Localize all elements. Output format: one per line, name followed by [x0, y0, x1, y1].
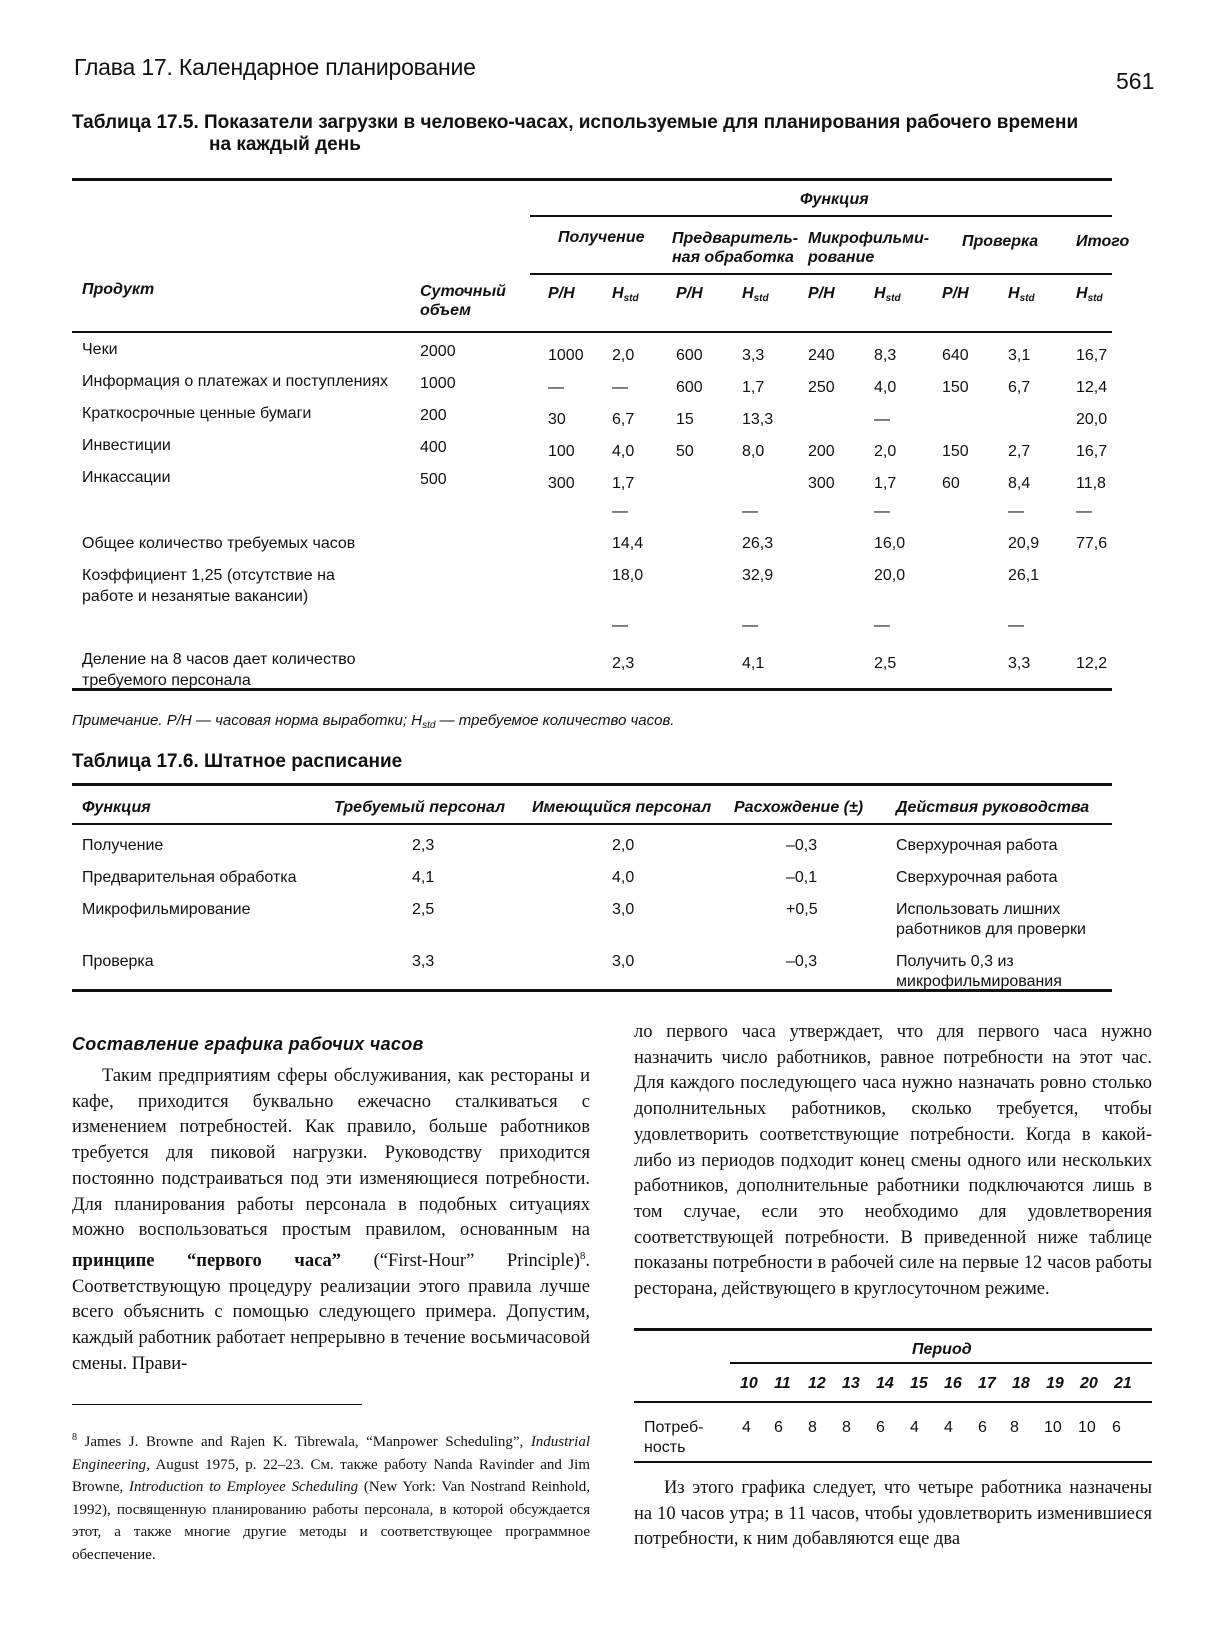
- table-cell: 8,0: [742, 443, 765, 460]
- coefficient-value: 32,9: [742, 567, 774, 584]
- table-cell: —: [612, 379, 628, 396]
- division-value: 2,3: [612, 655, 635, 672]
- table-17-5-title-line1: Таблица 17.5. Показатели загрузки в человеко-часах, используемые для планирования рабочего времени: [72, 112, 1079, 133]
- table2-action-1: Использовать лишних: [896, 901, 1061, 918]
- period-table-top-rule: [634, 1328, 1152, 1331]
- product-name: Краткосрочные ценные бумаги: [82, 405, 312, 422]
- table-cell: 2,7: [1008, 443, 1031, 460]
- separator-dash: —: [1076, 503, 1092, 520]
- division-label-2: требуемого персонала: [82, 672, 251, 689]
- volume-header-1: Суточный: [420, 283, 506, 300]
- table-cell: 12,4: [1076, 379, 1108, 396]
- table-cell: 100: [548, 443, 575, 460]
- function-header: Функция: [800, 191, 869, 208]
- footnote-rule: [72, 1404, 362, 1405]
- group-preprocessing-1: Предваритель-: [672, 230, 799, 247]
- table2-available: 3,0: [612, 901, 635, 918]
- left-p1-part-c: . Соответствующую процедуру реализации этого правила лучше всего объяснить с помощью следующего примера. Допустим, каждый работник работает непрерывно в течение восьмичасовой смены. Прави-: [72, 1251, 590, 1374]
- table-cell: 60: [942, 475, 960, 492]
- daily-volume: 400: [420, 439, 447, 456]
- table-cell: 4,0: [612, 443, 635, 460]
- period-hour: 11: [774, 1375, 791, 1392]
- right-paragraph-2-text: Из этого графика следует, что четыре работника назначены на 10 часов утра; в 11 часов, чтобы удовлетворить изменившиеся потребности, к ним добавляются еще два: [634, 1478, 1152, 1550]
- product-header: Продукт: [82, 281, 155, 298]
- footnote-part-b: , August 1975, p. 22–23. См. также работу Nanda Ravinder and Jim Browne,: [72, 1456, 590, 1495]
- h-letter: H: [874, 285, 886, 302]
- table-cell: 1000: [548, 347, 584, 364]
- left-p1-part-a: Таким предприятиям сферы обслуживания, как рестораны и кафе, приходится буквально ежечасно сталкиваться с изменением потребностей. Как правило, больше работников требуется для пиковой нагрузки. Руководству приходится постоянно подстраиваться под эти изменяющиеся потребности. Для планирования работы персонала в подобных ситуациях можно воспользоваться простым правилом, основанным на: [72, 1066, 590, 1241]
- table1-group-rule: [530, 273, 1112, 275]
- table-cell: 20,0: [1076, 411, 1108, 428]
- table-cell: 640: [942, 347, 969, 364]
- table-cell: 200: [808, 443, 835, 460]
- total-hours-value: 26,3: [742, 535, 774, 552]
- table2-required: 3,3: [412, 953, 435, 970]
- section-title: Составление графика рабочих часов: [72, 1034, 424, 1054]
- table2-function: Получение: [82, 837, 164, 854]
- need-label-1: Потреб-: [644, 1419, 704, 1436]
- table2-function: Предварительная обработка: [82, 869, 297, 886]
- group-receiving: Получение: [558, 229, 645, 246]
- period-hour: 21: [1114, 1375, 1132, 1392]
- coefficient-value: 26,1: [1008, 567, 1040, 584]
- hstd-header: [874, 284, 901, 308]
- need-label-2: ность: [644, 1439, 686, 1456]
- period-need-value: 6: [978, 1419, 987, 1436]
- period-need-value: 6: [876, 1419, 885, 1436]
- period-hour: 14: [876, 1375, 894, 1392]
- h-letter: H: [1076, 285, 1088, 302]
- std-subscript: std: [1087, 293, 1103, 304]
- table2-available: 3,0: [612, 953, 635, 970]
- chapter-header: Глава 17. Календарное планирование: [74, 54, 476, 80]
- table1-function-rule: [530, 215, 1112, 217]
- table2-top-rule: [72, 783, 1112, 786]
- table2-header: Расхождение (±): [734, 799, 864, 816]
- period-need-value: 4: [944, 1419, 953, 1436]
- period-need-value: 10: [1044, 1419, 1062, 1436]
- separator-dash: —: [874, 503, 890, 520]
- table-cell: 15: [676, 411, 694, 428]
- table2-action-1: Получить 0,3 из: [896, 953, 1014, 970]
- period-need-value: 8: [1010, 1419, 1019, 1436]
- table-cell: 300: [548, 475, 575, 492]
- hstd-header: [1076, 284, 1103, 308]
- table2-header-rule: [72, 823, 1112, 825]
- std-subscript: std: [885, 293, 901, 304]
- h-letter: H: [742, 285, 754, 302]
- table-cell: 150: [942, 379, 969, 396]
- table2-difference: –0,1: [786, 869, 818, 886]
- period-need-value: 8: [842, 1419, 851, 1436]
- table-cell: 11,8: [1076, 475, 1106, 492]
- note-prefix: Примечание.: [72, 712, 163, 729]
- daily-volume: 1000: [420, 375, 456, 392]
- group-preprocessing-2: ная обработка: [672, 249, 794, 266]
- separator-dash: —: [1008, 503, 1024, 520]
- period-header: Период: [912, 1341, 972, 1358]
- division-value: 2,5: [874, 655, 897, 672]
- table-cell: 30: [548, 411, 566, 428]
- separator-dash: —: [612, 617, 628, 634]
- period-need-value: 10: [1078, 1419, 1096, 1436]
- table-cell: 3,3: [742, 347, 765, 364]
- period-hour: 10: [740, 1375, 758, 1392]
- total-hours-value: 20,9: [1008, 535, 1040, 552]
- table2-action-1: Сверхурочная работа: [896, 837, 1058, 854]
- period-need-value: 6: [774, 1419, 783, 1436]
- table-cell: 6,7: [1008, 379, 1031, 396]
- division-label-1: Деление на 8 часов дает количество: [82, 651, 356, 668]
- table1-header-rule: [72, 331, 1112, 333]
- table-cell: —: [548, 379, 564, 396]
- table-cell: 250: [808, 379, 835, 396]
- table2-difference: –0,3: [786, 837, 818, 854]
- table-cell: 1,7: [874, 475, 897, 492]
- separator-dash: —: [612, 503, 628, 520]
- period-table-bottom-rule: [634, 1461, 1152, 1463]
- period-hour: 13: [842, 1375, 860, 1392]
- ph-header: P/H: [808, 285, 835, 302]
- table-17-6-title: Таблица 17.6. Штатное расписание: [72, 751, 403, 772]
- period-hour: 19: [1046, 1375, 1064, 1392]
- separator-dash: —: [742, 617, 758, 634]
- division-value: 4,1: [742, 655, 765, 672]
- product-name: Информация о платежах и поступлениях: [82, 373, 388, 390]
- ph-header: P/H: [676, 285, 703, 302]
- volume-header-2: объем: [420, 302, 471, 319]
- footnote-part-c: (New York: Van Nostrand Reinhold, 1992), посвященную планированию работы персонала, в которой обсуждается этот, а также многие другие методы и соответствующее программное обеспечение.: [72, 1479, 590, 1563]
- table2-header: Требуемый персонал: [334, 799, 506, 816]
- period-hour: 12: [808, 1375, 826, 1392]
- product-name: Инвестиции: [82, 437, 171, 454]
- daily-volume: 200: [420, 407, 447, 424]
- group-total: Итого: [1076, 233, 1130, 250]
- first-hour-principle: принципе “первого часа”: [72, 1251, 341, 1272]
- table-17-5-title-line2: на каждый день: [209, 134, 361, 155]
- period-hour: 18: [1012, 1375, 1030, 1392]
- table-17-5-title: [72, 112, 1078, 156]
- table1-note: [72, 712, 674, 731]
- table-cell: 600: [676, 379, 703, 396]
- note-h-desc: — требуемое количество часов.: [435, 712, 675, 729]
- h-letter: H: [612, 285, 624, 302]
- footnote-journal: Industrial Engineering: [72, 1434, 590, 1473]
- table-cell: 600: [676, 347, 703, 364]
- table-cell: 8,3: [874, 347, 897, 364]
- coefficient-value: 20,0: [874, 567, 906, 584]
- table2-header: Функция: [82, 799, 151, 816]
- table2-action-1: Сверхурочная работа: [896, 869, 1058, 886]
- right-column-text: [634, 1020, 1152, 1303]
- footnote: [72, 1427, 590, 1566]
- table2-action-2: работников для проверки: [896, 921, 1086, 938]
- period-need-value: 8: [808, 1419, 817, 1436]
- division-value: 3,3: [1008, 655, 1031, 672]
- table2-difference: +0,5: [786, 901, 818, 918]
- period-need-value: 6: [1112, 1419, 1121, 1436]
- page-number: 561: [1116, 68, 1155, 94]
- table2-difference: –0,3: [786, 953, 818, 970]
- footnote-ref: 8: [579, 1249, 586, 1262]
- table2-function: Проверка: [82, 953, 154, 970]
- table2-function: Микрофильмирование: [82, 901, 251, 918]
- table-cell: 2,0: [612, 347, 635, 364]
- ph-header: P/H: [548, 285, 575, 302]
- coefficient-label-1: Коэффициент 1,25 (отсутствие на: [82, 567, 335, 584]
- note-ph: P/H: [166, 712, 192, 729]
- table2-header: Действия руководства: [896, 799, 1090, 816]
- table2-available: 2,0: [612, 837, 635, 854]
- std-subscript: std: [753, 293, 769, 304]
- ph-header: P/H: [942, 285, 969, 302]
- total-hours-value: 14,4: [612, 535, 644, 552]
- product-name: Чеки: [82, 341, 118, 358]
- right-paragraph-1: ло первого часа утверждает, что для первого часа нужно назначить число работников, равное потребности на этот час. Для каждого последующего часа нужно назначать ровно столько дополнительных работников, сколько требуется, чтобы удовлетворить соответствующие потребности. Когда в какой-либо из периодов подходит конец смены одного или нескольких работников, дополнительные работники подключаются лишь в том случае, если это необходимо для удовлетворения соответствующей потребности. В приведенной ниже таблице показаны потребности в рабочей силе на первые 12 часов работы ресторана, действующего в круглосуточном режиме.: [634, 1022, 1152, 1300]
- table2-required: 4,1: [412, 869, 435, 886]
- separator-dash: —: [1008, 617, 1024, 634]
- period-need-value: 4: [742, 1419, 751, 1436]
- footnote-number: 8: [72, 1432, 77, 1443]
- table1-top-rule: [72, 178, 1112, 181]
- group-microfilm-1: Микрофильми-: [808, 230, 930, 247]
- table-cell: 13,3: [742, 411, 774, 428]
- note-h: H: [411, 712, 423, 729]
- table2-action-2: микрофильмирования: [896, 973, 1062, 990]
- period-hour: 15: [910, 1375, 928, 1392]
- period-table-mid-rule: [730, 1362, 1152, 1364]
- period-hour: 17: [978, 1375, 996, 1392]
- group-check: Проверка: [962, 233, 1039, 250]
- daily-volume: 500: [420, 471, 447, 488]
- table-cell: 2,0: [874, 443, 897, 460]
- total-hours-value: 77,6: [1076, 535, 1108, 552]
- hstd-header: [612, 284, 639, 308]
- std-subscript: std: [623, 293, 639, 304]
- left-paragraph: [72, 1064, 590, 1378]
- separator-dash: —: [874, 617, 890, 634]
- hstd-header: [1008, 284, 1035, 308]
- table-cell: 1,7: [612, 475, 635, 492]
- table-cell: 240: [808, 347, 835, 364]
- table-cell: 16,7: [1076, 347, 1108, 364]
- table2-required: 2,5: [412, 901, 435, 918]
- footnote-part-a: James J. Browne and Rajen K. Tibrewala, “Manpower Scheduling”,: [77, 1434, 531, 1450]
- period-hour: 16: [944, 1375, 962, 1392]
- total-hours-label: Общее количество требуемых часов: [82, 535, 356, 552]
- period-table-header-rule: [634, 1401, 1152, 1403]
- table-cell: 50: [676, 443, 694, 460]
- hstd-header: [742, 284, 769, 308]
- table-cell: 16,7: [1076, 443, 1108, 460]
- daily-volume: 2000: [420, 343, 456, 360]
- table-cell: —: [874, 411, 890, 428]
- coefficient-label-2: работе и незанятые вакансии): [82, 588, 309, 605]
- period-hour: 20: [1080, 1375, 1098, 1392]
- table-cell: 3,1: [1008, 347, 1031, 364]
- std-subscript: std: [1019, 293, 1035, 304]
- table2-available: 4,0: [612, 869, 635, 886]
- note-std: std: [422, 720, 436, 731]
- right-paragraph-2: [634, 1476, 1152, 1553]
- division-value: 12,2: [1076, 655, 1108, 672]
- table-cell: 8,4: [1008, 475, 1031, 492]
- table-cell: 150: [942, 443, 969, 460]
- table-cell: 6,7: [612, 411, 635, 428]
- left-column-text: [72, 1064, 590, 1378]
- left-p1-part-b: (“First-Hour” Principle): [341, 1251, 580, 1272]
- period-need-value: 4: [910, 1419, 919, 1436]
- footnote-book: Introduction to Employee Scheduling: [129, 1479, 359, 1495]
- product-name: Инкассации: [82, 469, 171, 486]
- table2-required: 2,3: [412, 837, 435, 854]
- table-cell: 4,0: [874, 379, 897, 396]
- coefficient-value: 18,0: [612, 567, 644, 584]
- table-cell: 1,7: [742, 379, 765, 396]
- separator-dash: —: [742, 503, 758, 520]
- table2-header: Имеющийся персонал: [532, 799, 712, 816]
- note-ph-desc: — часовая норма выработки;: [191, 712, 412, 729]
- total-hours-value: 16,0: [874, 535, 906, 552]
- group-microfilm-2: рование: [808, 249, 875, 266]
- h-letter: H: [1008, 285, 1020, 302]
- table-cell: 300: [808, 475, 835, 492]
